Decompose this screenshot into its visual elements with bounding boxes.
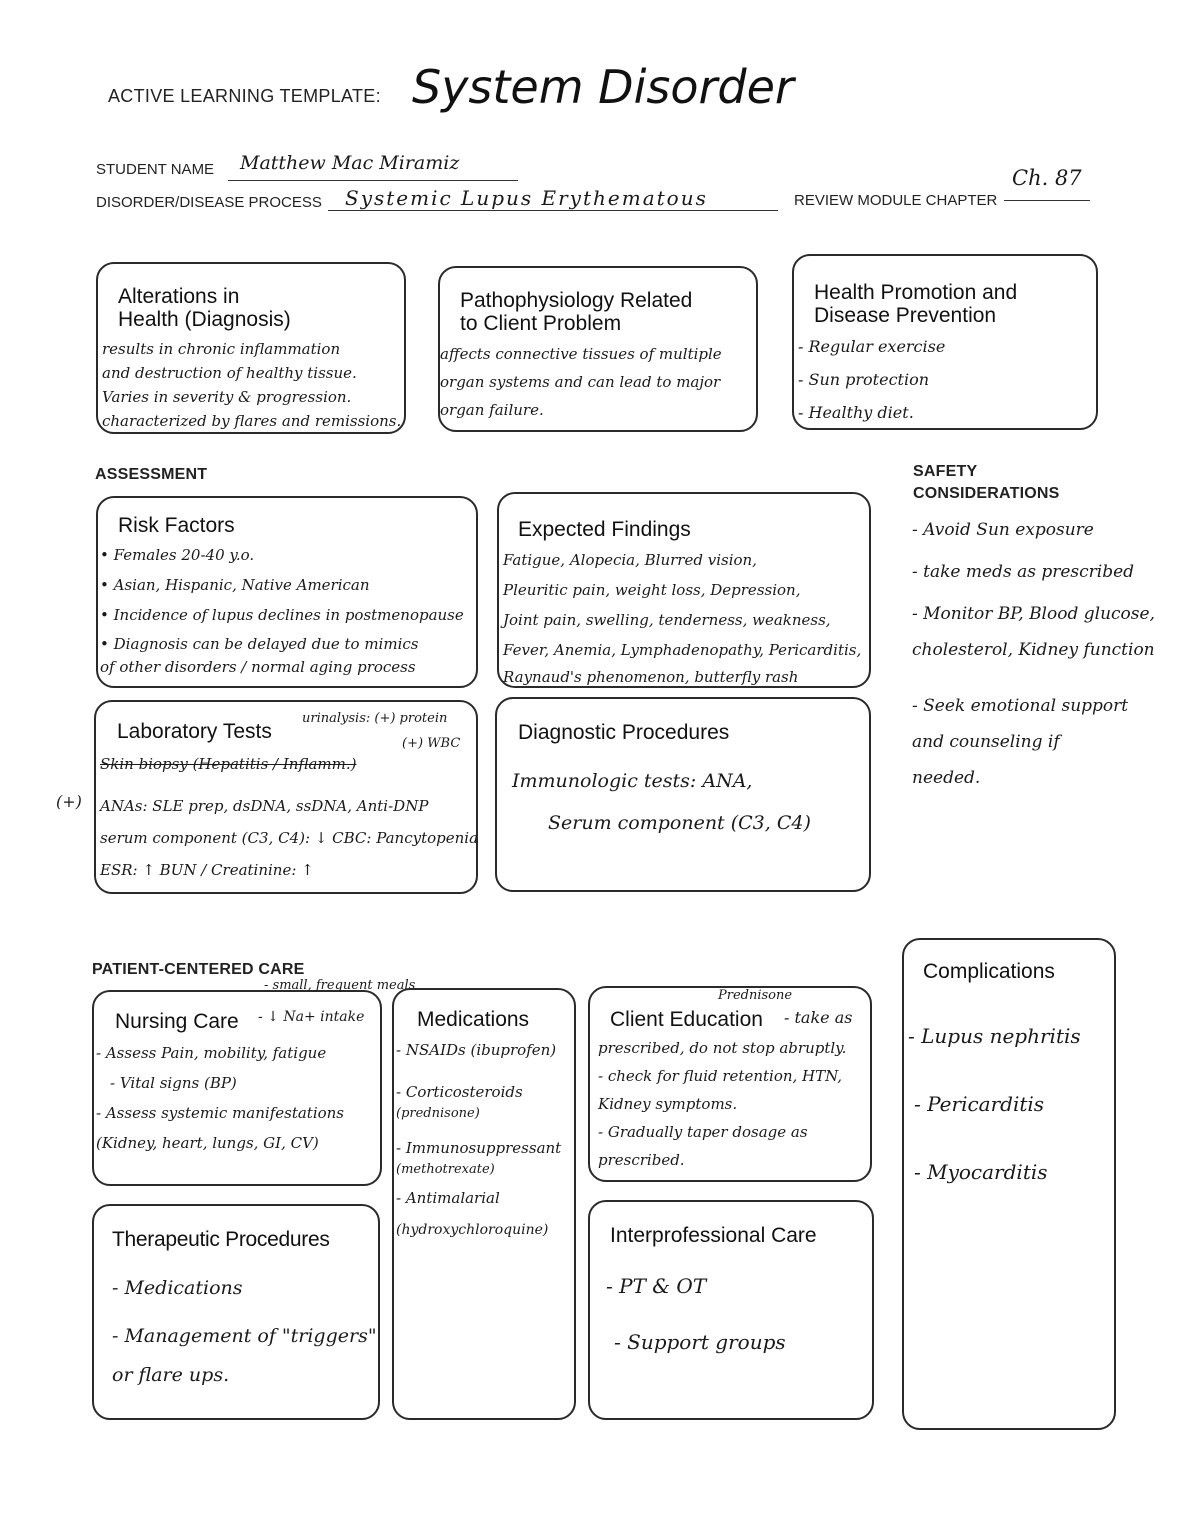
chapter-value[interactable]: Ch. 87 — [1012, 166, 1082, 190]
alterations-title: Alterations in Health (Diagnosis) — [118, 285, 291, 331]
risk-factors-title: Risk Factors — [118, 514, 235, 537]
health-promotion-title: Health Promotion and Disease Prevention — [814, 281, 1018, 327]
health-promotion-text: - Regular exercise - Sun protection - Healthy diet. — [798, 337, 946, 422]
patient-centered-care-heading: PATIENT-CENTERED CARE — [92, 961, 305, 978]
interprofessional-title: Interprofessional Care — [610, 1224, 817, 1247]
client-education-text: prescribed, do not stop abruptly. - check for fluid retention, HTN, Kidney symptoms. - Gradually taper dosage as prescribed. — [598, 1039, 847, 1169]
chapter-label: REVIEW MODULE CHAPTER — [794, 192, 998, 209]
nursing-note-inline: - ↓ Na+ intake — [258, 1009, 365, 1025]
lab-urinalysis-note: urinalysis: (+) protein — [302, 711, 448, 726]
medications-title: Medications — [417, 1008, 530, 1031]
safety-heading: SAFETY CONSIDERATIONS — [913, 463, 1060, 502]
pathophysiology-title: Pathophysiology Related to Client Problem — [460, 289, 693, 335]
complications-title: Complications — [923, 960, 1055, 983]
student-name-value[interactable]: Matthew Mac Miramiz — [240, 152, 460, 174]
disorder-value[interactable]: Systemic Lupus Erythematous — [345, 186, 708, 210]
student-name-label: STUDENT NAME — [96, 161, 215, 178]
alterations-text: results in chronic inflammation and destruction of healthy tissue. Varies in severity & progression. characterized by flares and remissions. — [102, 340, 402, 430]
medications-text: - NSAIDs (ibuprofen) - Corticosteroids (prednisone) - Immunosuppressant (methotrexate) - Antimalarial (hydroxychloroquine) — [396, 1041, 562, 1238]
client-education-note: Prednisone — [718, 988, 793, 1003]
nursing-care-text: - Assess Pain, mobility, fatigue - Vital signs (BP) - Assess systemic manifestations (Kidney, heart, lungs, GI, CV) — [96, 1044, 345, 1152]
template-label: ACTIVE LEARNING TEMPLATE: — [108, 86, 381, 106]
client-education-title-suffix: - take as — [784, 1008, 853, 1027]
therapeutic-text: - Medications - Management of "triggers" or flare ups. — [112, 1277, 377, 1386]
risk-factors-text: • Females 20-40 y.o. • Asian, Hispanic, Native American • Incidence of lupus declines in postmenopause • Diagnosis can be delayed due to mimics of other disorders / normal aging process — [100, 546, 464, 676]
diagnostic-text: Immunologic tests: ANA, Serum component (C3, C4) — [512, 770, 811, 834]
lab-crossed-line: Skin biopsy (Hepatitis / Inflamm.) — [100, 755, 357, 773]
interprofessional-text: - PT & OT - Support groups — [606, 1274, 786, 1354]
lab-tests-text: ANAs: SLE prep, dsDNA, ssDNA, Anti-DNP serum component (C3, C4): ↓ CBC: Pancytopenia ESR: ↑ BUN / Creatinine: ↑ — [100, 797, 479, 879]
student-name-underline — [228, 180, 518, 181]
complications-text: - Lupus nephritis - Pericarditis - Myocarditis — [908, 1024, 1081, 1184]
page-title: System Disorder — [412, 60, 794, 114]
therapeutic-title: Therapeutic Procedures — [112, 1228, 330, 1251]
chapter-underline — [1004, 200, 1090, 201]
lab-tests-title: Laboratory Tests — [117, 720, 272, 743]
safety-text: - Avoid Sun exposure - take meds as prescribed - Monitor BP, Blood glucose, cholesterol, Kidney function - Seek emotional support and counseling if needed. — [912, 520, 1155, 788]
disorder-underline — [328, 210, 778, 211]
expected-findings-text: Fatigue, Alopecia, Blurred vision, Pleuritic pain, weight loss, Depression, Joint pain, swelling, tenderness, weakness, Fever, Anemia, Lymphadenopathy, Pericarditis, Raynaud's phenomenon, butterfly rash — [503, 551, 862, 686]
pathophysiology-text: affects connective tissues of multiple organ systems and can lead to major organ failure. — [440, 345, 722, 419]
lab-wbc-note: (+) WBC — [402, 736, 461, 751]
diagnostic-title: Diagnostic Procedures — [518, 721, 730, 744]
lab-plus-marker: (+) — [56, 792, 82, 811]
assessment-heading: ASSESSMENT — [95, 466, 208, 483]
nursing-note-top: - small, frequent meals — [264, 978, 416, 993]
nursing-care-title: Nursing Care — [115, 1010, 239, 1033]
disorder-label: DISORDER/DISEASE PROCESS — [96, 194, 322, 211]
expected-findings-title: Expected Findings — [518, 518, 691, 541]
client-education-title: Client Education — [610, 1008, 763, 1031]
